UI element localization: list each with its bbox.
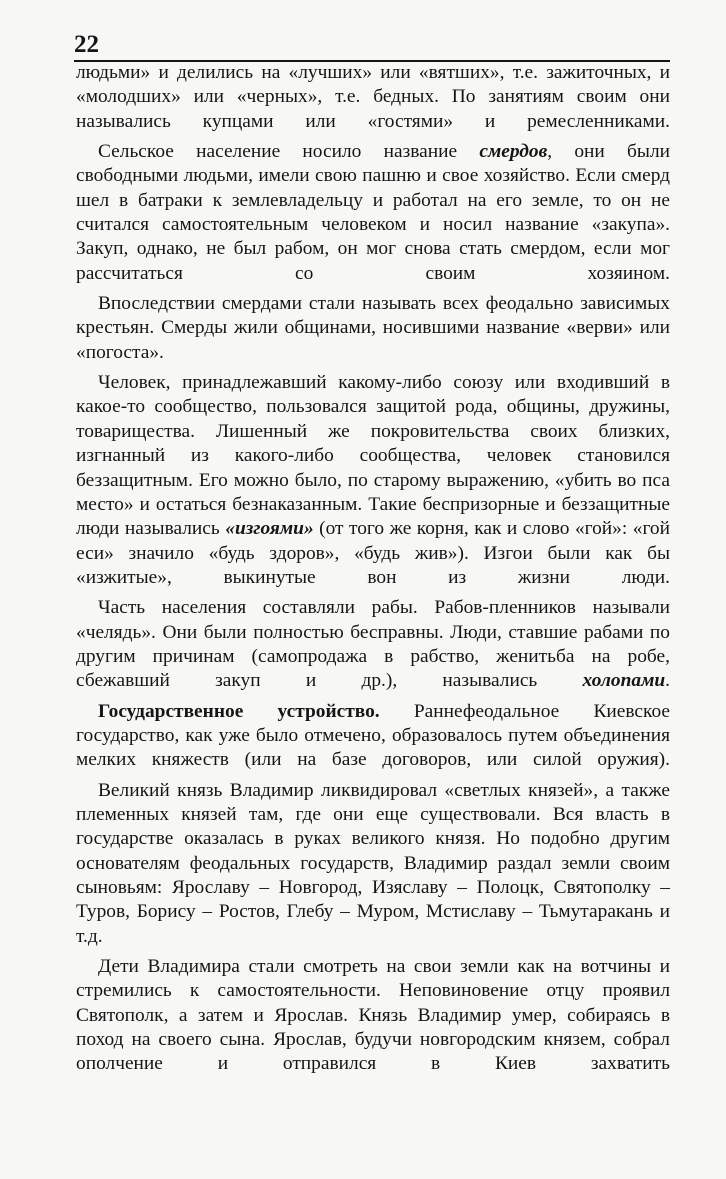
paragraph-text: (от того же корня, как и слово «гой»: «гой еси» значило «будь здоров», «будь жив»). Изгои были как бы «изжитые», выкинутые вон из жизни люди. — [76, 518, 670, 588]
paragraph-5 — [76, 596, 670, 693]
paragraph-6 — [76, 700, 670, 773]
paragraph-1 — [76, 61, 670, 134]
body-text — [76, 61, 670, 1083]
paragraph-2 — [76, 140, 670, 286]
term-kholopy: холопами — [582, 670, 666, 692]
paragraph-text: Сельское население носило название — [98, 141, 480, 163]
paragraph-text: Впоследствии смердами стали называть всех феодально зависимых крестьян. Смерды жили общинами, носившими название «верви» или «погоста». — [76, 293, 670, 363]
paragraph-4 — [76, 371, 670, 590]
term-smerdy: смердов — [479, 141, 548, 163]
paragraph-8 — [76, 955, 670, 1077]
paragraph-text: Раннефеодальное Киевское государство, как уже было отмечено, образовалось путем объединения мелких княжеств (или на базе договоров, или силой оружия). — [76, 700, 671, 771]
paragraph-text: Дети Владимира стали смотреть на свои земли как на вотчины и стремились к самостоятельности. Неповиновение отцу проявил Святополк, а затем и Ярослав. Князь Владимир умер, собираясь в поход на своего сына. Ярослав, будучи новгородским князем, собрал ополчение и отправился в Киев захватить — [76, 956, 670, 1075]
term-izgoi: «изгоями» — [225, 518, 314, 540]
paragraph-text: . — [665, 670, 670, 692]
paragraph-text: , они были свободными людьми, имели свою пашню и свое хозяйство. Если смерд шел в батраки к землевладельцу и работал на его земле, то он не считался самостоятельным человеком и носил название «закупа». Закуп, однако, не был рабом, он мог снова стать смердом, если мог рассчитаться со своим хозяином. — [76, 141, 670, 284]
paragraph-text: людьми» и делились на «лучших» или «вятших», т.е. зажиточных, и «молодших» или «черных», т.е. бедных. По занятиям своим они назывались купцами или «гостями» и ремесленниками. — [76, 62, 670, 132]
paragraph-text: Великий князь Владимир ликвидировал «светлых князей», а также племенных князей там, где они еще существовали. Вся власть в государстве оказалась в руках великого князя. Но подобно другим основателям феодальных государств, Владимир раздал земли своим сыновьям: Ярославу – Новгород, Изяславу – Полоцк, Святополку – Туров, Борису – Ростов, Глебу – Муром, Мстиславу – Тьмутаракань и т.д. — [76, 779, 670, 947]
page-number: 22 — [74, 31, 99, 58]
paragraph-3 — [76, 292, 670, 365]
section-heading: Государственное устройство. — [98, 700, 380, 722]
paragraph-text: Часть населения составляли рабы. Рабов-пленников называли «челядь». Они были полностью бесправны. Люди, ставшие рабами по другим причинам (самопродажа в рабство, женитьба на робе, сбежавший закуп и др.), назывались — [76, 597, 670, 692]
paragraph-7 — [76, 779, 670, 949]
paragraph-text: Человек, принадлежавший какому-либо союзу или входивший в какое-то сообщество, пользовался защитой рода, общины, дружины, товарищества. Лишенный же покровительства своих близких, изгнанный из какого-либо сообщества, человек становился беззащитным. Его можно было, по старому выражению, «убить во пса место» и остаться безнаказанным. Такие беспризорные и беззащитные люди назывались — [76, 372, 670, 540]
